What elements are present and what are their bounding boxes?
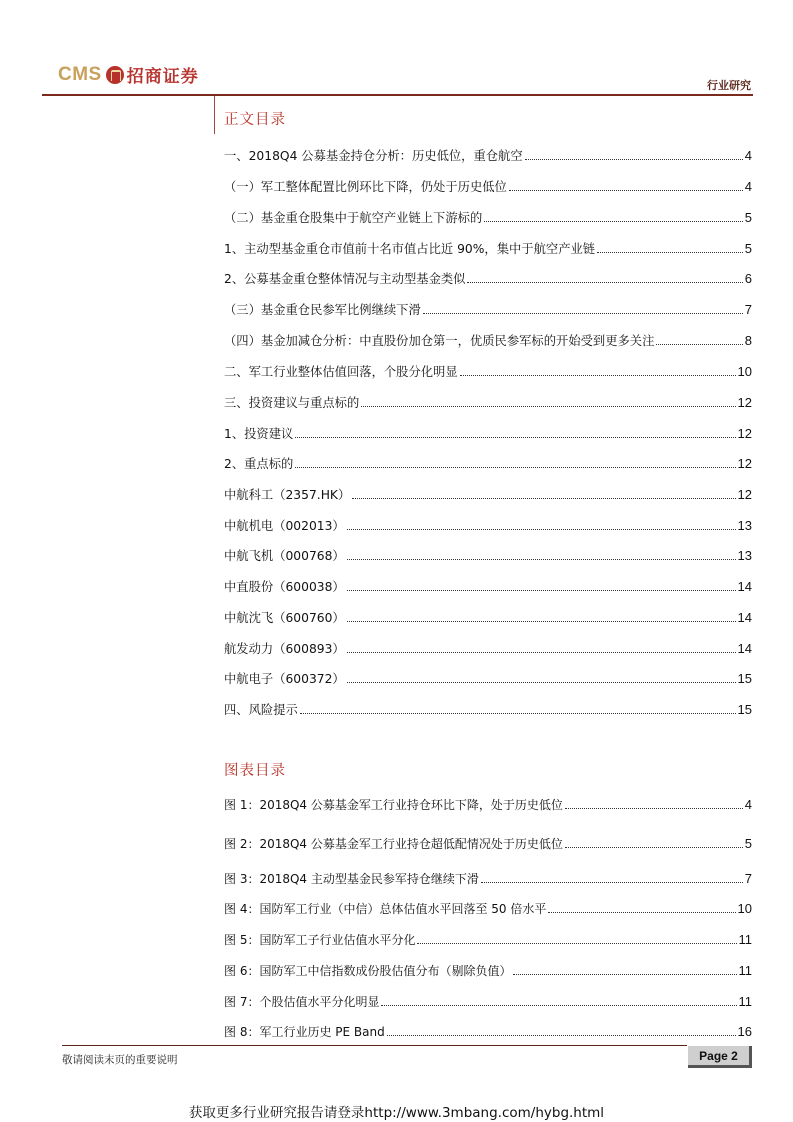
toc-entry[interactable] xyxy=(224,639,752,657)
figure-entry-page: 11 xyxy=(738,963,752,978)
toc-entry[interactable] xyxy=(224,424,752,442)
toc-entry-page: 4 xyxy=(744,148,752,163)
figure-entry-label: 图 5：国防军工子行业估值水平分化 xyxy=(224,933,416,947)
toc-entry-label: 四、风险提示 xyxy=(224,703,298,717)
dot-leader xyxy=(565,846,743,848)
figures-title: 图表目录 xyxy=(224,763,286,779)
logo-emblem-icon xyxy=(106,66,124,84)
logo-chinese-text: 招商证券 xyxy=(126,67,199,87)
figure-entry[interactable] xyxy=(224,992,752,1010)
toc-entry-page: 12 xyxy=(737,487,752,502)
header-vertical-rule xyxy=(214,96,215,134)
dot-leader xyxy=(509,189,743,191)
toc-entry-label: 三、投资建议与重点标的 xyxy=(224,396,360,410)
dot-leader xyxy=(352,497,735,499)
toc-entry-page: 14 xyxy=(737,579,752,594)
toc-entry-page: 12 xyxy=(737,456,752,471)
dot-leader xyxy=(460,374,736,376)
dot-leader xyxy=(387,1034,736,1036)
toc-entry-page: 14 xyxy=(737,641,752,656)
toc-entry[interactable] xyxy=(224,208,752,226)
toc-entry-label: 2、重点标的 xyxy=(224,457,294,471)
header-rule xyxy=(42,94,753,96)
toc-entry[interactable] xyxy=(224,300,752,318)
toc-entry-label: 中航沈飞（600760） xyxy=(224,611,345,625)
figure-entry-label: 图 8：军工行业历史 PE Band xyxy=(224,1025,385,1039)
toc-entry[interactable] xyxy=(224,393,752,411)
toc-entry-label: 一、2018Q4 公募基金持仓分析：历史低位，重仓航空 xyxy=(224,149,523,163)
dot-leader xyxy=(381,1004,736,1006)
toc-entry[interactable] xyxy=(224,269,752,287)
figure-entry[interactable] xyxy=(224,899,752,917)
toc-entry-label: 1、主动型基金重仓市值前十名市值占比近 90%，集中于航空产业链 xyxy=(224,242,596,256)
toc-entry[interactable] xyxy=(224,700,752,718)
toc-entry-page: 13 xyxy=(737,548,752,563)
dot-leader xyxy=(347,681,736,683)
dot-leader xyxy=(565,807,743,809)
toc-entry[interactable] xyxy=(224,546,752,564)
figure-entry[interactable] xyxy=(224,930,752,948)
figure-entry-label: 图 2：2018Q4 公募基金军工行业持仓超低配情况处于历史低位 xyxy=(224,837,563,851)
logo-latin-text: CMS xyxy=(58,63,102,85)
toc-entry-page: 10 xyxy=(737,364,752,379)
dot-leader xyxy=(300,712,736,714)
toc-entry-page: 6 xyxy=(744,271,752,286)
figure-entry-label: 图 3：2018Q4 主动型基金民参军持仓继续下滑 xyxy=(224,872,479,886)
toc-entry-page: 13 xyxy=(737,518,752,533)
dot-leader xyxy=(597,251,743,253)
toc-entry[interactable] xyxy=(224,177,752,195)
toc-entry-page: 15 xyxy=(737,702,752,717)
toc-entry-page: 5 xyxy=(744,241,752,256)
dot-leader xyxy=(656,343,742,345)
figure-entry-page: 11 xyxy=(738,932,752,947)
page-number-badge: Page 2 xyxy=(688,1046,752,1068)
toc-entry-label: 二、军工行业整体估值回落，个股分化明显 xyxy=(224,365,458,379)
toc-entry[interactable] xyxy=(224,239,752,257)
toc-entry[interactable] xyxy=(224,608,752,626)
toc-entry[interactable] xyxy=(224,485,752,503)
toc-entry-page: 5 xyxy=(744,210,752,225)
dot-leader xyxy=(361,405,735,407)
toc-entry[interactable] xyxy=(224,331,752,349)
dot-leader xyxy=(513,973,736,975)
toc-entry-page: 12 xyxy=(737,426,752,441)
toc-entry-label: 2、公募基金重仓整体情况与主动型基金类似 xyxy=(224,272,466,286)
figure-entry-page: 16 xyxy=(737,1024,752,1039)
toc-entry[interactable] xyxy=(224,362,752,380)
figure-entry[interactable] xyxy=(224,961,752,979)
toc-entry-label: 1、投资建议 xyxy=(224,427,294,441)
toc-entry[interactable] xyxy=(224,454,752,472)
toc-entry[interactable] xyxy=(224,146,752,164)
dot-leader xyxy=(548,911,735,913)
figure-entry-page: 11 xyxy=(738,994,752,1009)
figure-entry-page: 4 xyxy=(744,797,752,812)
toc-entry-page: 14 xyxy=(737,610,752,625)
footer-rule xyxy=(62,1045,687,1046)
figure-entry-label: 图 6：国防军工中信指数成份股估值分布（剔除负值） xyxy=(224,964,512,978)
toc-entry-label: 中航科工（2357.HK） xyxy=(224,488,351,502)
toc-entry-label: 中航电子（600372） xyxy=(224,672,345,686)
toc-entry-page: 7 xyxy=(744,302,752,317)
toc-entry-label: （二）基金重仓股集中于航空产业链上下游标的 xyxy=(224,211,483,225)
figure-entry[interactable] xyxy=(224,834,752,852)
toc-entry-label: 航发动力（600893） xyxy=(224,642,345,656)
figure-entry[interactable] xyxy=(224,795,752,813)
dot-leader xyxy=(295,436,735,438)
toc-entry-label: 中直股份（600038） xyxy=(224,580,345,594)
figure-entry-page: 7 xyxy=(744,871,752,886)
toc-entry-label: 中航机电（002013） xyxy=(224,519,345,533)
toc-entry-label: （一）军工整体配置比例环比下降，仍处于历史低位 xyxy=(224,180,507,194)
dot-leader xyxy=(347,558,736,560)
dot-leader xyxy=(347,589,736,591)
toc-entry-label: （三）基金重仓民参军比例继续下滑 xyxy=(224,303,421,317)
toc-entry[interactable] xyxy=(224,669,752,687)
toc-entry-page: 4 xyxy=(744,179,752,194)
toc-entry-label: （四）基金加减仓分析：中直股份加仓第一，优质民参军标的开始受到更多关注 xyxy=(224,334,655,348)
toc-entry-page: 15 xyxy=(737,671,752,686)
figure-entry[interactable] xyxy=(224,1022,752,1040)
footer-disclaimer: 敬请阅读末页的重要说明 xyxy=(62,1054,178,1066)
dot-leader xyxy=(423,312,743,314)
toc-entry-label: 中航飞机（000768） xyxy=(224,549,345,563)
toc-entry-page: 12 xyxy=(737,395,752,410)
promo-note[interactable]: 获取更多行业研究报告请登录http://www.3mbang.com/hybg.html xyxy=(188,1105,605,1121)
toc-entry[interactable] xyxy=(224,516,752,534)
toc-title: 正文目录 xyxy=(224,112,286,128)
dot-leader xyxy=(347,620,736,622)
brand-logo xyxy=(58,62,199,87)
report-category: 行业研究 xyxy=(707,79,751,92)
dot-leader xyxy=(347,528,736,530)
figure-entry-page: 5 xyxy=(744,836,752,851)
figure-entry-page: 10 xyxy=(737,901,752,916)
dot-leader xyxy=(481,881,743,883)
dot-leader xyxy=(417,942,736,944)
dot-leader xyxy=(484,220,743,222)
figure-entry-label: 图 7：个股估值水平分化明显 xyxy=(224,995,380,1009)
figure-entry-label: 图 1：2018Q4 公募基金军工行业持仓环比下降，处于历史低位 xyxy=(224,798,563,812)
dot-leader xyxy=(295,466,735,468)
toc-entry[interactable] xyxy=(224,577,752,595)
figure-entry[interactable] xyxy=(224,869,752,887)
dot-leader xyxy=(525,158,743,160)
dot-leader xyxy=(467,281,742,283)
toc-entry-page: 8 xyxy=(744,333,752,348)
dot-leader xyxy=(347,651,736,653)
figure-entry-label: 图 4：国防军工行业（中信）总体估值水平回落至 50 倍水平 xyxy=(224,902,547,916)
